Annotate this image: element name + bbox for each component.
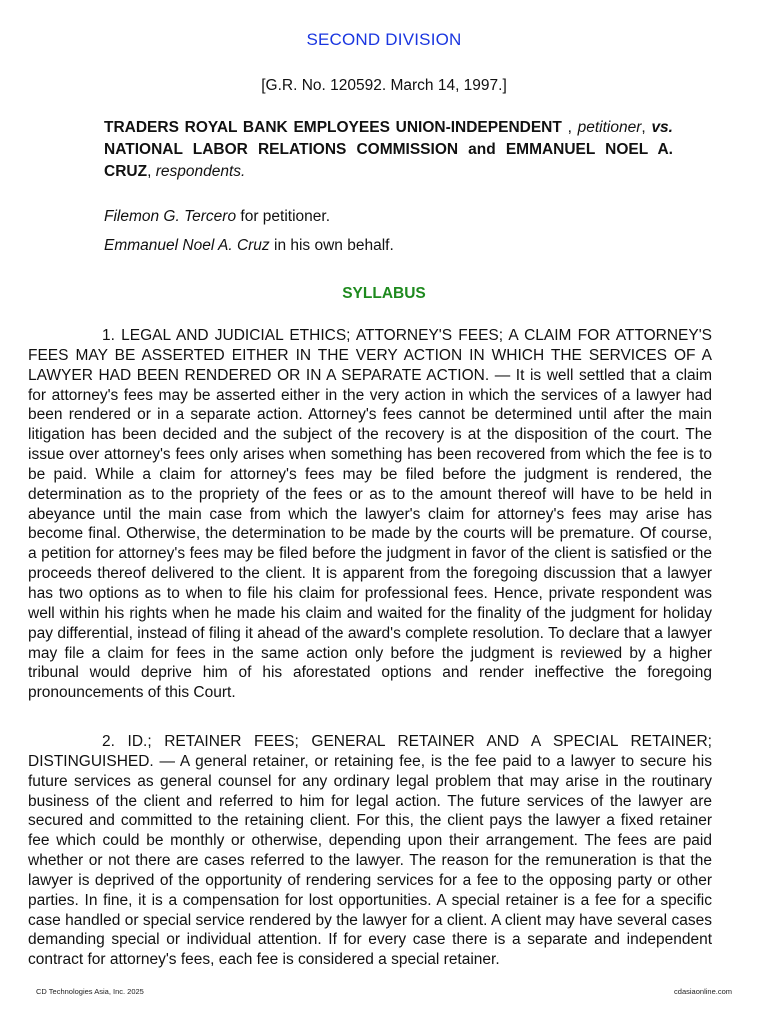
syllabus-paragraph-1-text: 1. LEGAL AND JUDICIAL ETHICS; ATTORNEY'S FEES; A CLAIM FOR ATTORNEY'S FEES MAY BE ASSERTED EITHER IN THE VERY ACTION IN WHICH THE SERVICES OF A LAWYER HAD BEEN RENDERED OR IN A SEPARATE ACTION. — It is well settled that a claim for attorney's fees may be asserted either in the very action in which the services of a lawyer had been rendered or in a separate action. Attorney's fees cannot be determined until after the main litigation has been decided and the subject of the recovery is at the disposition of the court. The issue over attorney's fees only arises when something has been recovered from which the fee is to be paid. While a claim for attorney's fees may be filed before the judgment is rendered, the determination as to the propriety of the fees or as to the amount thereof will have to be held in abeyance until the main case from which the lawyer's claim for attorney's fees may arise has become final. Otherwise, the determination to be made by the courts will be premature. Of course, a petition for attorney's fees may be filed before the judgment in favor of the client is satisfied or the proceeds thereof delivered to the client. It is apparent from the foregoing discussion that a lawyer has two options as to when to file his claim for professional fees. Hence, private respondent was well within his rights when he made his claim and waited for the finality of the judgment for holiday pay differential, instead of filing it ahead of the award's complete resolution. To declare that a lawyer may file a claim for fees in the same action only before the judgment is reviewed by a higher tribunal would deprive him of his aforestated options and render ineffective the foregoing pronouncements of this Court.	[28, 327, 712, 702]
syllabus-paragraph-2-text: 2. ID.; RETAINER FEES; GENERAL RETAINER AND A SPECIAL RETAINER; DISTINGUISHED. — A general retainer, or retaining fee, is the fee paid to a lawyer to secure his future services as general counsel for any ordinary legal problem that may arise in the routinary business of the client and referred to him for legal action. The future services of the lawyer are secured and committed to the retaining client. For this, the client pays the lawyer a fixed retainer fee which could be monthly or otherwise, depending upon their arrangement. The fees are paid whether or not there are cases referred to the lawyer. The reason for the remuneration is that the lawyer is deprived of the opportunity of rendering services for a fee to the opposing party or other parties. In fine, it is a compensation for lost opportunities. A special retainer is a fee for a specific case handled or special service rendered by the lawyer for a client. A client may have several cases demanding special or individual attention. If for every case there is a separate and independent contract for attorney's fees, each fee is considered a special retainer.	[28, 733, 712, 969]
petitioner-counsel-suffix: for petitioner.	[240, 208, 331, 225]
syllabus-heading: SYLLABUS	[342, 285, 426, 302]
respondent-role: respondents.	[155, 163, 246, 180]
respondent-counsel-suffix: in his own behalf.	[274, 237, 394, 254]
respondent-names: NATIONAL LABOR RELATIONS COMMISSION and EMMANUEL NOEL A. CRUZ	[104, 141, 673, 180]
versus-label: vs.	[651, 119, 673, 136]
case-parties: TRADERS ROYAL BANK EMPLOYEES UNION-INDEPENDENT , petitioner, vs. NATIONAL LABOR RELATIONS COMMISSION and EMMANUEL NOEL A. CRUZ, respondents.	[104, 119, 673, 180]
petitioner-name: TRADERS ROYAL BANK EMPLOYEES UNION-INDEPENDENT	[104, 119, 562, 136]
petitioner-role: petitioner	[577, 119, 642, 136]
respondent-counsel	[104, 237, 394, 255]
petitioner-counsel-name: Filemon G. Tercero	[104, 208, 237, 225]
syllabus-paragraph-2	[28, 732, 712, 970]
syllabus-paragraph-1	[28, 326, 712, 703]
footer-publisher: CD Technologies Asia, Inc. 2025	[36, 987, 144, 996]
respondent-counsel-name: Emmanuel Noel A. Cruz	[104, 237, 270, 254]
footer-website-link[interactable]: cdasiaonline.com	[674, 987, 732, 996]
petitioner-counsel	[104, 208, 330, 226]
case-number: [G.R. No. 120592. March 14, 1997.]	[261, 77, 507, 94]
division-heading: SECOND DIVISION	[306, 30, 462, 49]
